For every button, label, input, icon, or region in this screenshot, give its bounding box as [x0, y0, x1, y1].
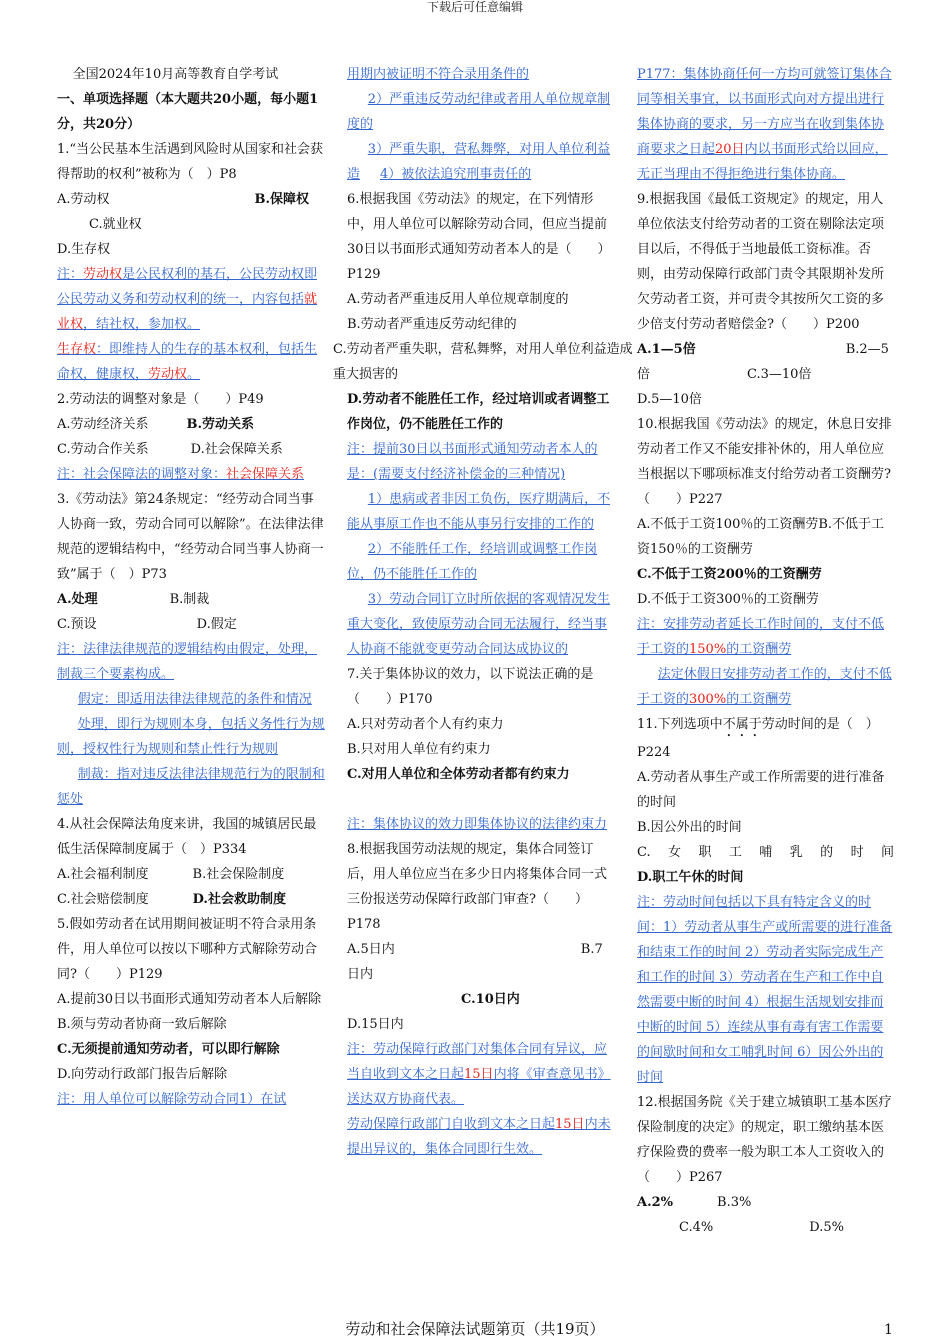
q9-options-ab: A.1—5倍 B.2—5倍 — [637, 342, 889, 382]
q8-note-2: 劳动保障行政部门自收到文本之日起15日内未提出异议的，集体合同即行生效。 — [347, 1117, 611, 1157]
q4-options-cd: C.社会赔偿制度 D.社会救助制度 — [57, 892, 286, 907]
question-10: 10.根据我国《劳动法》的规定，休息日安排劳动者工作又不能安排补休的，用人单位应当根据以下哪项标准支付给劳动者工资酬劳?（ ）P227 — [637, 417, 892, 507]
q6-note: 注：提前30日以书面形式通知劳动者本人的是：(需要支付经济补偿金的三种情况) — [347, 442, 598, 482]
q1-option-d: D.生存权 — [57, 242, 111, 257]
column-2 — [333, 62, 633, 1162]
q4-options-ab: A.社会福利制度 B.社会保险制度 — [57, 867, 285, 882]
section-heading: 一、单项选择题（本大题共20小题，每小题1分，共20分） — [57, 92, 319, 132]
q7-option-a: A.只对劳动者个人有约束力 — [347, 717, 504, 732]
question-1: 1.“当公民基本生活遇到风险时从国家和社会获得帮助的权利”被称为（ ）P8 — [57, 142, 324, 182]
q9-option-d: D.5—10倍 — [637, 392, 702, 407]
q10-answer: C.不低于工资200％的工资酬劳 — [637, 567, 822, 582]
question-4: 4.从社会保障法角度来讲，我国的城镇居民最低生活保障制度属于（ ）P334 — [57, 817, 317, 857]
p177-note: P177：集体协商任何一方均可就签订集体合同等相关事宜，以书面形式向对方提出进行集体协商的要求，另一方应当在收到集体协商要求之日起20日内以书面形式给以回应，无正当理由不得拒绝进行集体协商。 — [637, 67, 892, 182]
column-3 — [637, 62, 894, 1240]
q8-option-d: D.15日内 — [347, 1017, 404, 1032]
column-1 — [57, 62, 325, 1112]
q11-answer: D.职工午休的时间 — [637, 870, 744, 885]
question-2: 2.劳动法的调整对象是（ ）P49 — [57, 392, 264, 407]
q10-note: 注：安排劳动者延长工作时间的，支付不低于工资的150%的工资酬劳 — [637, 617, 885, 657]
q6-option-a: A.劳动者严重违反用人单位规章制度的 — [347, 292, 569, 307]
q9-answer: A.1—5倍 — [637, 342, 696, 357]
q8-option-c — [347, 987, 615, 1012]
q2-answer: B.劳动关系 — [186, 417, 255, 432]
question-6: 6.根据我国《劳动法》的规定，在下列情形中，用人单位可以解除劳动合同，但应当提前30日以书面形式通知劳动者本人的是（ ）P129 — [347, 192, 611, 282]
q10-options-ab: A.不低于工资100％的工资酬劳B.不低于工资150％的工资酬劳 — [637, 517, 885, 557]
q5-note-cont-1: 用期内被证明不符合录用条件的 — [347, 67, 530, 82]
q3-note-handle: 处理，即行为规则本身，包括义务性行为规则，授权性行为规则和禁止性行为规则 — [57, 717, 325, 757]
q6-option-b: B.劳动者严重违反劳动纪律的 — [347, 317, 517, 332]
q2-note: 注：社会保障法的调整对象：社会保障关系 — [57, 467, 305, 482]
q3-note: 注：法律法律规范的逻辑结构由假定，处理，制裁三个要素构成。 — [57, 642, 318, 682]
download-note: 下载后可任意编辑 — [426, 0, 523, 14]
q11-note: 注：劳动时间包括以下具有特定含义的时间：1）劳动者从事生产或所需要的进行准备和结束工作的时间 2）劳动者实际完成生产和工作的时间 3）劳动者在生产和工作中自然需要中断的时间 4）根据生活规划安排而中断的时间 5）连续从事有毒有害工作需要的间歇时间和女工哺乳时间 6）因公外出的时间 — [637, 895, 893, 1085]
q8-note: 注：劳动保障行政部门对集体合同有异议，应当自收到文本之日起15日内将《审查意见书》送达双方协商代表。 — [347, 1042, 611, 1107]
q1-answer: B.保障权 — [254, 192, 310, 207]
q12-options-ab: A.2% B.3% — [637, 1195, 752, 1210]
q3-options-cd: C.预设 D.假定 — [57, 617, 237, 632]
q12-options-cd: C.4% D.5% — [679, 1220, 844, 1235]
q3-note-assume: 假定：即适用法律法律规范的条件和情况 — [77, 692, 312, 707]
question-12: 12.根据国务院《关于建立城镇职工基本医疗保险制度的决定》的规定，职工缴纳基本医疗保险费的费率一般为职工本人工资收入的（ ）P267 — [637, 1095, 892, 1185]
exam-title: 全国2024年10月高等教育自学考试 — [72, 67, 279, 82]
q5-answer: C.无须提前通知劳动者，可以即行解除 — [57, 1042, 280, 1057]
question-3: 3.《劳动法》第24条规定：“经劳动合同当事人协商一致，劳动合同可以解除”。在法律法律规范的逻辑结构中，“经劳动合同当事人协商一致”属于（ ）P73 — [57, 492, 324, 582]
page-footer: 劳动和社会保障法试题第页（共19页） — [345, 1320, 605, 1338]
q6-note-2: 2）不能胜任工作，经培训或调整工作岗位，仍不能胜任工作的 — [347, 542, 598, 582]
q1-note: 注：劳动权是公民权利的基石，公民劳动权即公民劳动义务和劳动权利的统一，内容包括就业权，结社权，参加权。 — [57, 267, 318, 332]
question-11: 11.下列选项中不属于劳动时间的是（ ）P224 — [637, 717, 879, 760]
q5-option-b: B.须与劳动者协商一致后解除 — [57, 1017, 227, 1032]
q6-note-1: 1）患病或者非因工负伤，医疗期满后，不能从事原工作也不能从事另行安排的工作的 — [347, 492, 611, 532]
q5-note: 注：用人单位可以解除劳动合同1）在试 — [57, 1092, 287, 1107]
q7-note: 注：集体协议的效力即集体协议的法律约束力 — [347, 817, 608, 832]
question-9: 9.根据我国《最低工资规定》的规定，用人单位依法支付给劳动者的工资在剔除法定项目以后，不得低于当地最低工资标准。否则，由劳动保障行政部门责令其限期补发所欠劳动者工资，并可责令其按所欠工资的多少倍支付劳动者赔偿金?（ ）P200 — [637, 192, 885, 332]
q6-note-3: 3）劳动合同订立时所依据的客观情况发生重大变化，致使原劳动合同无法履行，经当事人协商不能就变更劳动合同达成协议的 — [347, 592, 611, 657]
q2-options-ab: A.劳动经济关系 B.劳动关系 — [57, 417, 255, 432]
q7-option-b: B.只对用人单位有约束力 — [347, 742, 491, 757]
q8-options-ab: A.5日内 B.7日内 — [347, 942, 603, 982]
q4-answer: D.社会救助制度 — [192, 892, 286, 907]
question-8: 8.根据我国劳动法规的规定，集体合同签订后，用人单位应当在多少日内将集体合同一式三份报送劳动保障行政部门审查?（ ）P178 — [347, 842, 608, 932]
q11-option-a: A.劳动者从事生产或工作所需要的进行准备的时间 — [637, 770, 885, 810]
q12-answer: A.2% — [637, 1195, 674, 1210]
q10-note-2: 法定休假日安排劳动者工作的，支付不低于工资的300%的工资酬劳 — [637, 667, 892, 707]
q5-note-cont-3: 3）严重失职，营私舞弊，对用人单位利益造 4）被依法追究刑事责任的 — [347, 142, 611, 182]
q5-option-a: A.提前30日以书面形式通知劳动者本人后解除 — [57, 992, 322, 1007]
q11-option-b: B.因公外出的时间 — [637, 820, 742, 835]
q3-answer: A.处理 — [57, 592, 98, 607]
question-7: 7.关于集体协议的效力，以下说法正确的是（ ）P170 — [347, 667, 594, 707]
q5-note-cont-2: 2）严重违反劳动纪律或者用人单位规章制度的 — [347, 92, 611, 132]
q6-answer: D.劳动者不能胜任工作，经过培训或者调整工作岗位，仍不能胜任工作的 — [347, 392, 610, 432]
q5-option-d: D.向劳动行政部门报告后解除 — [57, 1067, 228, 1082]
q1-note-2: 生存权：即维持人的生存的基本权利，包括生命权，健康权，劳动权。 — [57, 342, 318, 382]
q3-options-ab: A.处理 B.制裁 — [57, 592, 210, 607]
q1-options-ab: A.劳动权 B.保障权C.就业权 — [57, 187, 325, 237]
q10-option-d: D.不低于工资300％的工资酬劳 — [637, 592, 819, 607]
q2-options-cd: C.劳动合作关系 D.社会保障关系 — [57, 442, 283, 457]
page-number: 1 — [884, 1322, 893, 1338]
q8-answer: C.10日内 — [461, 992, 520, 1007]
q9-options-cd: C.3—10倍 — [747, 367, 812, 382]
question-5: 5.假如劳动者在试用期间被证明不符合录用条件，用人单位可以按以下哪种方式解除劳动合同?（ ）P129 — [57, 917, 318, 982]
q3-note-sanction: 制裁：指对违反法律法律规范行为的限制和惩处 — [57, 767, 325, 807]
q11-option-c: C.女职工哺乳的时间 — [637, 845, 894, 860]
q6-option-c: C.劳动者严重失职，营私舞弊，对用人单位利益造成重大损害的 — [333, 342, 633, 382]
q7-answer: C.对用人单位和全体劳动者都有约束力 — [347, 767, 570, 782]
